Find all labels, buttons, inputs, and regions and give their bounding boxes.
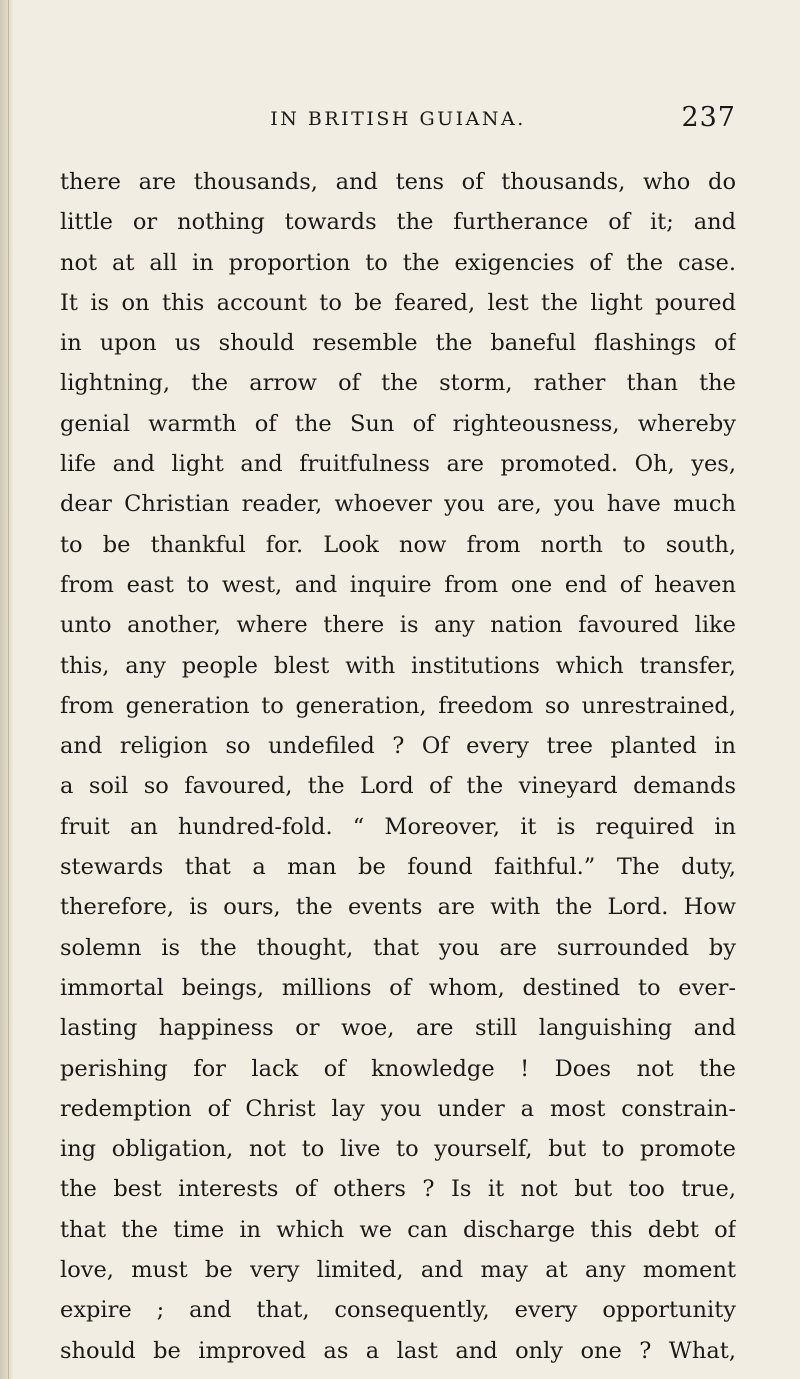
text-line: dear Christian reader, whoever you are, you have much xyxy=(60,491,736,518)
text-line: lightning, the arrow of the storm, rather than the xyxy=(60,370,736,397)
page-binding-line xyxy=(8,0,9,1379)
text-line: stewards that a man be found faithful.” The duty, xyxy=(60,854,736,881)
text-line: not at all in proportion to the exigencies of the case. xyxy=(60,249,736,276)
text-line: from generation to generation, freedom so unrestrained, xyxy=(60,692,736,719)
text-line: expire ; and that, consequently, every opportunity xyxy=(60,1297,736,1324)
text-line: there are thousands, and tens of thousands, who do xyxy=(60,169,736,195)
page-binding-edge xyxy=(0,0,14,1379)
text-line: that the time in which we can discharge this debt of xyxy=(60,1216,736,1243)
text-line: redemption of Christ lay you under a most constrain- xyxy=(60,1095,736,1122)
text-line: perishing for lack of knowledge ! Does not the xyxy=(60,1055,736,1082)
text-line: unto another, where there is any nation favoured like xyxy=(60,612,736,639)
page-number: 237 xyxy=(681,102,736,133)
text-line: a soil so favoured, the Lord of the vineyard demands xyxy=(60,773,736,800)
body-text xyxy=(60,162,736,1371)
text-line: should be improved as a last and only one ? What, xyxy=(60,1337,736,1364)
text-line: ing obligation, not to live to yourself, but to promote xyxy=(60,1136,736,1163)
text-line: love, must be very limited, and may at any moment xyxy=(60,1257,736,1284)
text-line: therefore, is ours, the events are with the Lord. How xyxy=(60,894,736,921)
text-line: fruit an hundred-fold. “ Moreover, it is required in xyxy=(60,813,736,840)
text-line: life and light and fruitfulness are promoted. Oh, yes, xyxy=(60,451,736,478)
text-line: lasting happiness or woe, are still languishing and xyxy=(60,1015,736,1042)
text-line: solemn is the thought, that you are surrounded by xyxy=(60,934,736,961)
text-line: and religion so undefiled ? Of every tree planted in xyxy=(60,733,736,760)
running-title: IN BRITISH GUIANA. xyxy=(270,108,526,130)
text-line: from east to west, and inquire from one end of heaven xyxy=(60,571,736,598)
running-header xyxy=(60,102,736,138)
text-line: It is on this account to be feared, lest the light poured xyxy=(60,289,736,316)
text-line: genial warmth of the Sun of righteousness, whereby xyxy=(60,410,736,437)
text-line: little or nothing towards the furtherance of it; and xyxy=(60,209,736,236)
text-line: the best interests of others ? Is it not but too true, xyxy=(60,1176,736,1203)
text-line: immortal beings, millions of whom, destined to ever- xyxy=(60,974,736,1001)
text-line: to be thankful for. Look now from north to south, xyxy=(60,531,736,558)
text-line: in upon us should resemble the baneful flashings of xyxy=(60,330,736,357)
text-line: this, any people blest with institutions which transfer, xyxy=(60,652,736,679)
